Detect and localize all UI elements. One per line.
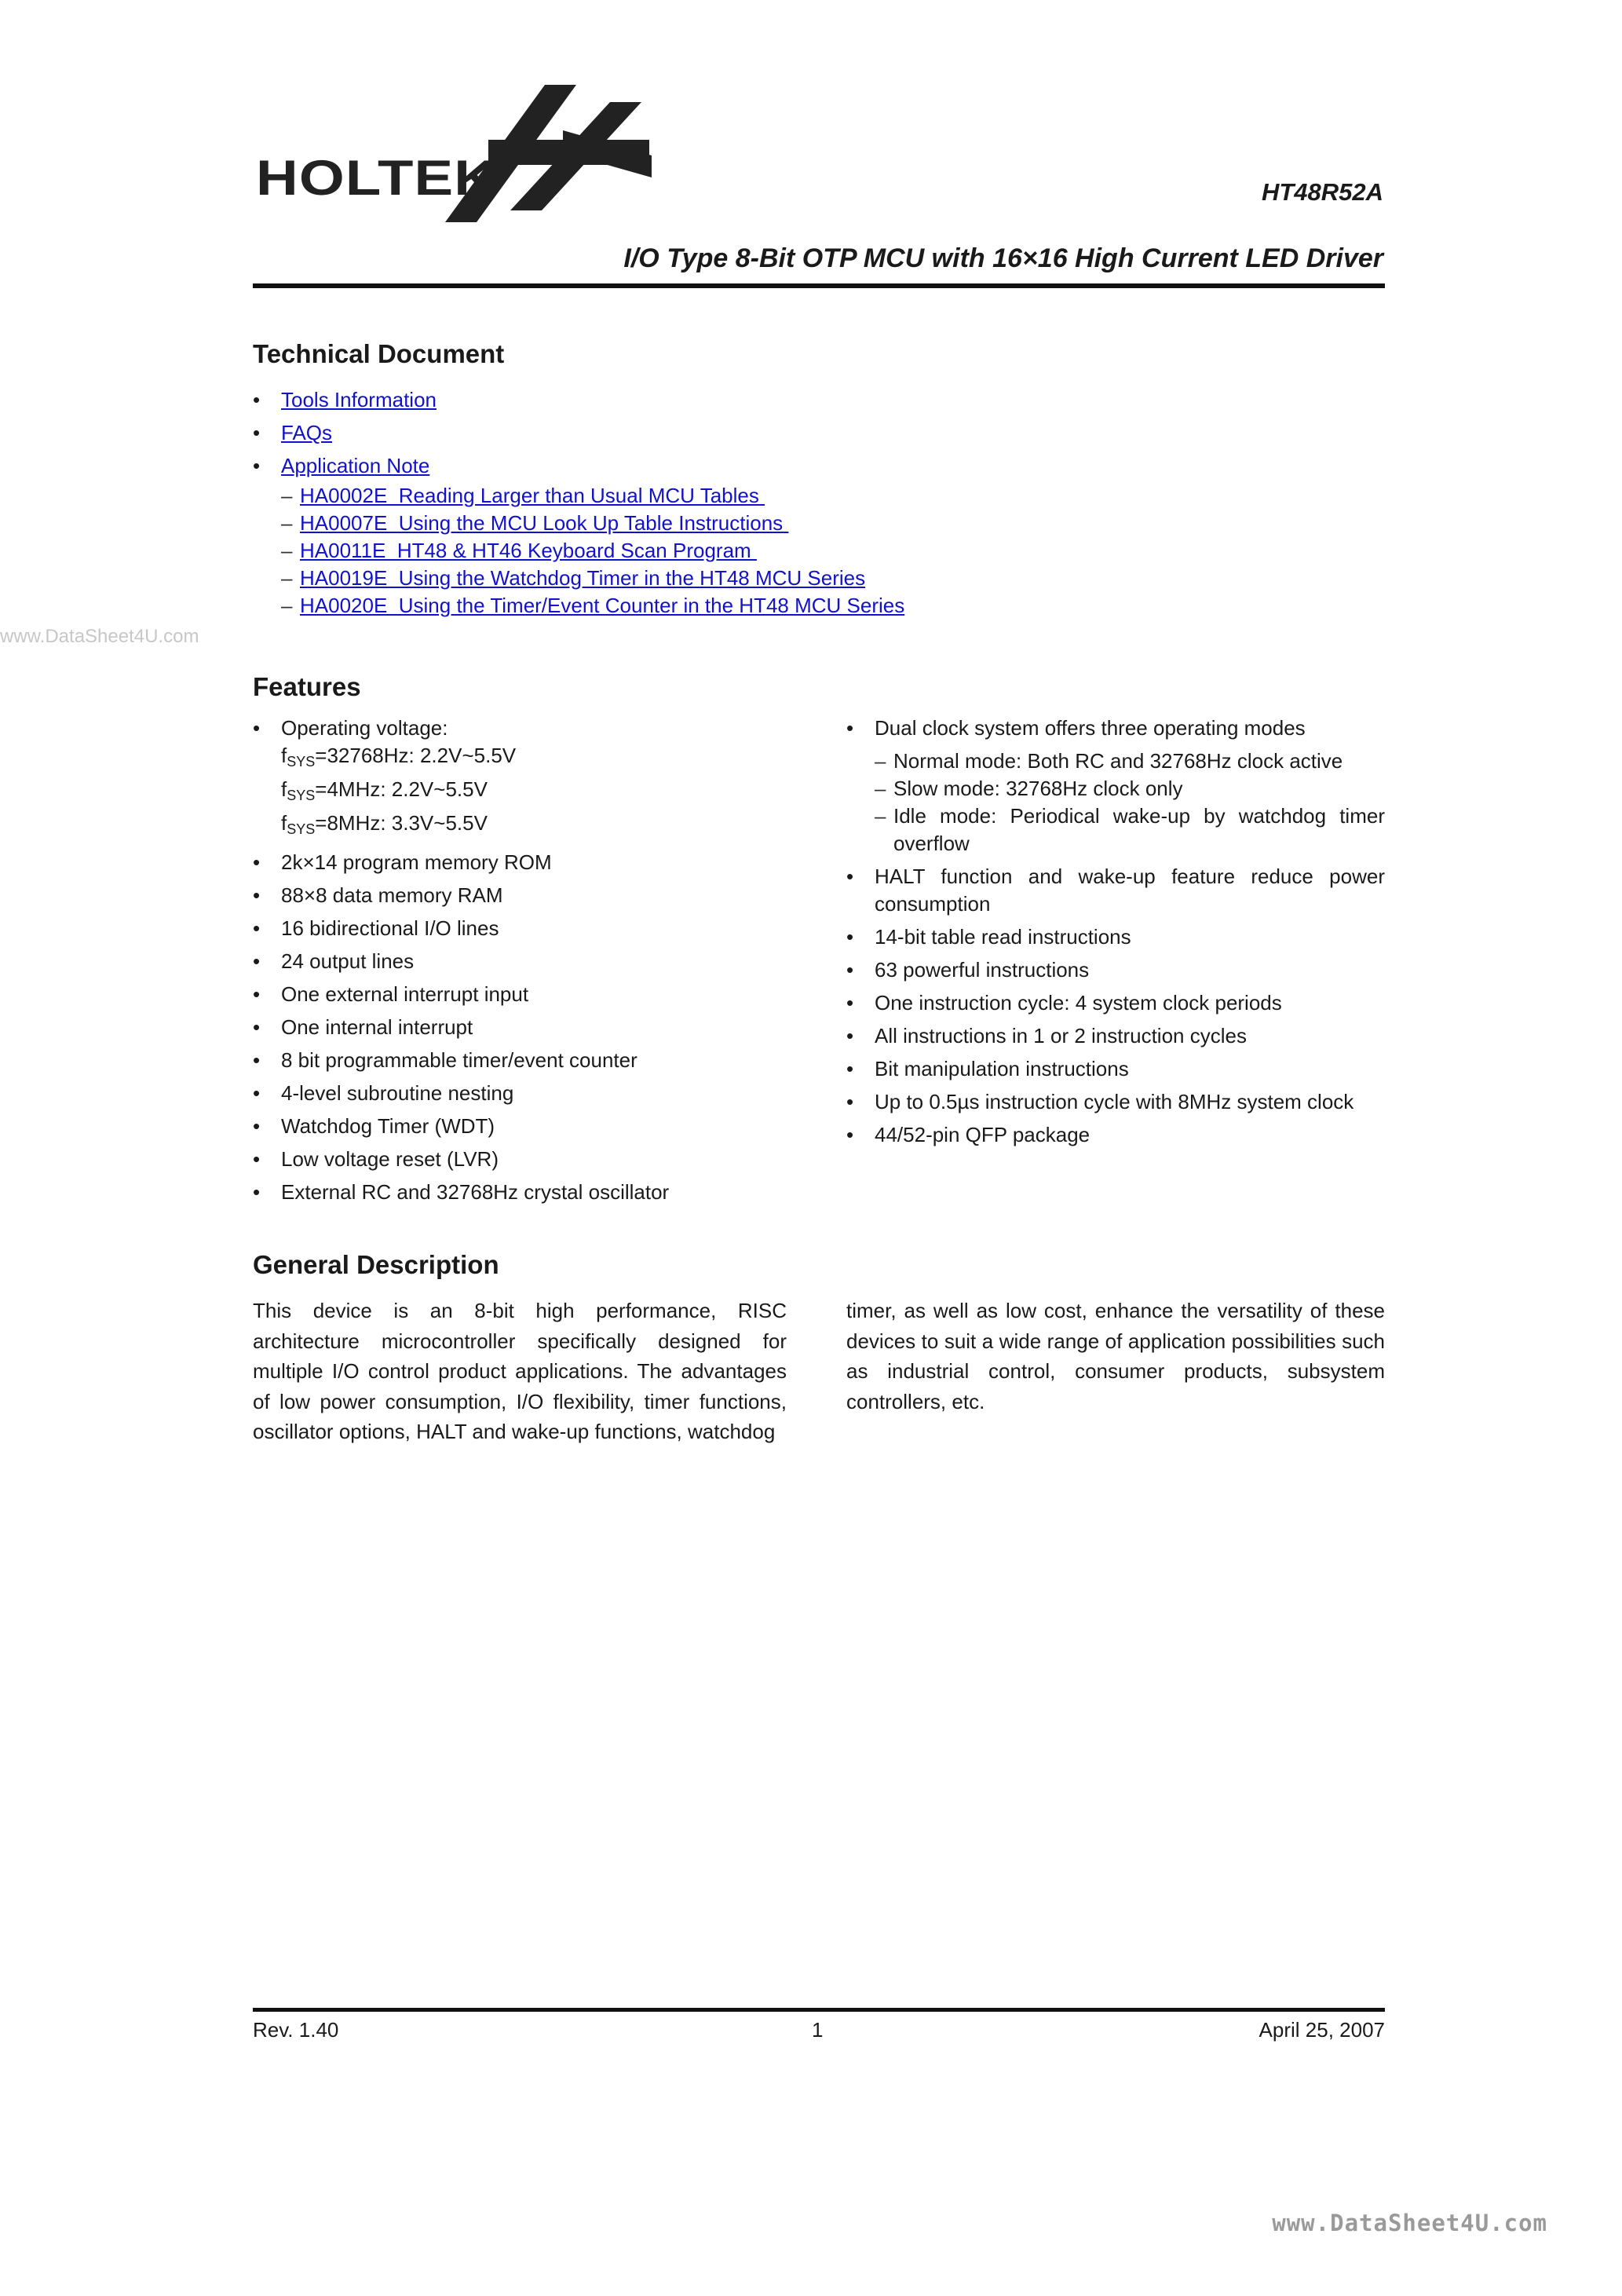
voltage-line: $f_{SYS}=4MHz$: 2.2V~5.5V [281,777,488,803]
bullet-icon: • [846,1024,854,1047]
list-item: – Normal mode: Both RC and 32768Hz clock active [846,748,1385,775]
list-item [253,383,1195,416]
revision: Rev. 1.40 [253,2018,339,2042]
list-item: • 4-level subroutine nesting [253,1080,787,1107]
features-right-list [846,715,1385,1154]
bullet-icon: • [253,883,261,907]
bullet-icon: • [253,1180,261,1204]
features-left-list [253,715,787,1212]
bullet-icon: • [846,865,854,888]
list-item [253,510,1195,537]
list-item: • External RC and 32768Hz crystal oscillator [253,1179,787,1206]
general-description-heading: General Description [253,1250,499,1279]
bullet-icon: • [253,454,261,477]
list-item: • 44/52-pin QFP package [846,1121,1385,1149]
bullet-icon: • [253,388,261,411]
features-heading: Features [253,672,361,701]
document-title: I/O Type 8-Bit OTP MCU with 16×16 High Current LED Driver [623,243,1383,273]
list-item: • Watchdog Timer (WDT) [253,1113,787,1140]
list-item: – Idle mode: Periodical wake-up by watchdog timer overflow [875,804,1385,855]
bullet-icon: • [846,1057,854,1080]
general-description-col1 [253,1296,787,1447]
bullet-icon: • [253,1015,261,1039]
list-item [253,482,1195,510]
list-item: • 14-bit table read instructions [846,923,1385,951]
technical-document-list [253,383,1195,620]
list-item: • 16 bidirectional I/O lines [253,915,787,942]
list-item [846,715,1385,742]
list-item: • 63 powerful instructions [846,956,1385,984]
dash-icon: – [875,804,886,828]
app-note-link-ha0011e[interactable]: HA0011E HT48 & HT46 Keyboard Scan Program [300,539,757,562]
list-item [253,416,1195,449]
operating-voltage-label: Operating voltage: [281,716,448,740]
bottom-watermark: www.DataSheet4U.com [1272,2210,1547,2236]
app-note-link-ha0019e[interactable]: HA0019E Using the Watchdog Timer in the HT48 MCU Series [300,566,866,590]
bullet-icon: • [846,716,854,740]
bullet-icon: • [846,991,854,1015]
dash-icon: – [281,511,293,535]
list-item: • 88×8 data memory RAM [253,882,787,909]
bullet-icon: • [253,982,261,1006]
app-note-link-ha0002e[interactable]: HA0002E Reading Larger than Usual MCU Tables [300,484,765,507]
dash-icon: – [281,539,293,562]
bullet-icon: • [253,1147,261,1171]
bullet-icon: • [253,716,261,740]
dash-icon: – [875,749,886,773]
bullet-icon: • [846,1090,854,1113]
faqs-link[interactable]: FAQs [281,421,333,444]
paragraph: timer, as well as low cost, enhance the versatility of these devices to suit a wide range of application possibilities such as industrial control, consumer products, subsystem controllers, etc. [846,1299,1385,1413]
list-item [253,592,1195,620]
technical-document-heading: Technical Document [253,339,505,368]
list-item: • 8 bit programmable timer/event counter [253,1047,787,1074]
list-item: • One external interrupt input [253,981,787,1008]
dash-icon: – [281,566,293,590]
list-item: • Bit manipulation instructions [846,1055,1385,1083]
list-item: • 2k×14 program memory ROM [253,849,787,876]
dash-icon: – [281,594,293,617]
list-item: • Low voltage reset (LVR) [253,1146,787,1173]
voltage-line: $f_{SYS}=8MHz$: 3.3V~5.5V [281,811,488,837]
voltage-line: $f_{SYS}=32768Hz$: 2.2V~5.5V [281,744,517,770]
list-item: • All instructions in 1 or 2 instruction cycles [846,1022,1385,1050]
app-note-link-ha0020e[interactable]: HA0020E Using the Timer/Event Counter in the HT48 MCU Series [300,594,905,617]
bullet-icon: • [846,925,854,949]
logo-text: HOLTEK [256,151,498,206]
footer-date: April 25, 2007 [1259,2018,1385,2042]
list-item: • One internal interrupt [253,1014,787,1041]
list-item: • HALT function and wake-up feature reduce power consumption [846,865,1385,916]
list-item: • Up to 0.5µs instruction cycle with 8MHz system clock [846,1088,1385,1116]
part-number: HT48R52A [1261,178,1383,206]
list-item: – Slow mode: 32768Hz clock only [846,775,1385,803]
list-item [253,565,1195,592]
paragraph: This device is an 8-bit high performance, RISC architecture microcontroller specifically designed for multiple I/O control product applications. The advantages of low power consumption, I/O flexibility, timer functions, oscillator options, HALT and wake-up functions, watchdog [253,1299,787,1443]
tools-information-link[interactable]: Tools Information [281,388,437,411]
list-item [253,449,1195,482]
bullet-icon: • [253,421,261,444]
bullet-icon: • [253,1048,261,1072]
general-description-col2 [846,1296,1385,1417]
bullet-icon: • [253,1114,261,1138]
list-item: • One instruction cycle: 4 system clock periods [846,989,1385,1017]
bullet-icon: • [253,850,261,874]
side-watermark: www.DataSheet4U.com [0,626,199,647]
bullet-icon: • [253,949,261,973]
footer-rule [253,2008,1385,2012]
dash-icon: – [281,484,293,507]
application-note-link[interactable]: Application Note [281,454,430,477]
dual-clock-label: Dual clock system offers three operating modes [875,716,1306,740]
list-item: • 24 output lines [253,948,787,975]
app-note-link-ha0007e[interactable]: HA0007E Using the MCU Look Up Table Instructions [300,511,789,535]
bullet-icon: • [253,916,261,940]
list-item [253,537,1195,565]
dash-icon: – [875,777,886,800]
bullet-icon: • [846,958,854,982]
bullet-icon: • [253,1081,261,1105]
bullet-icon: • [846,1123,854,1146]
list-item [253,715,787,843]
page-number: 1 [812,2018,824,2042]
header-rule [253,283,1385,288]
